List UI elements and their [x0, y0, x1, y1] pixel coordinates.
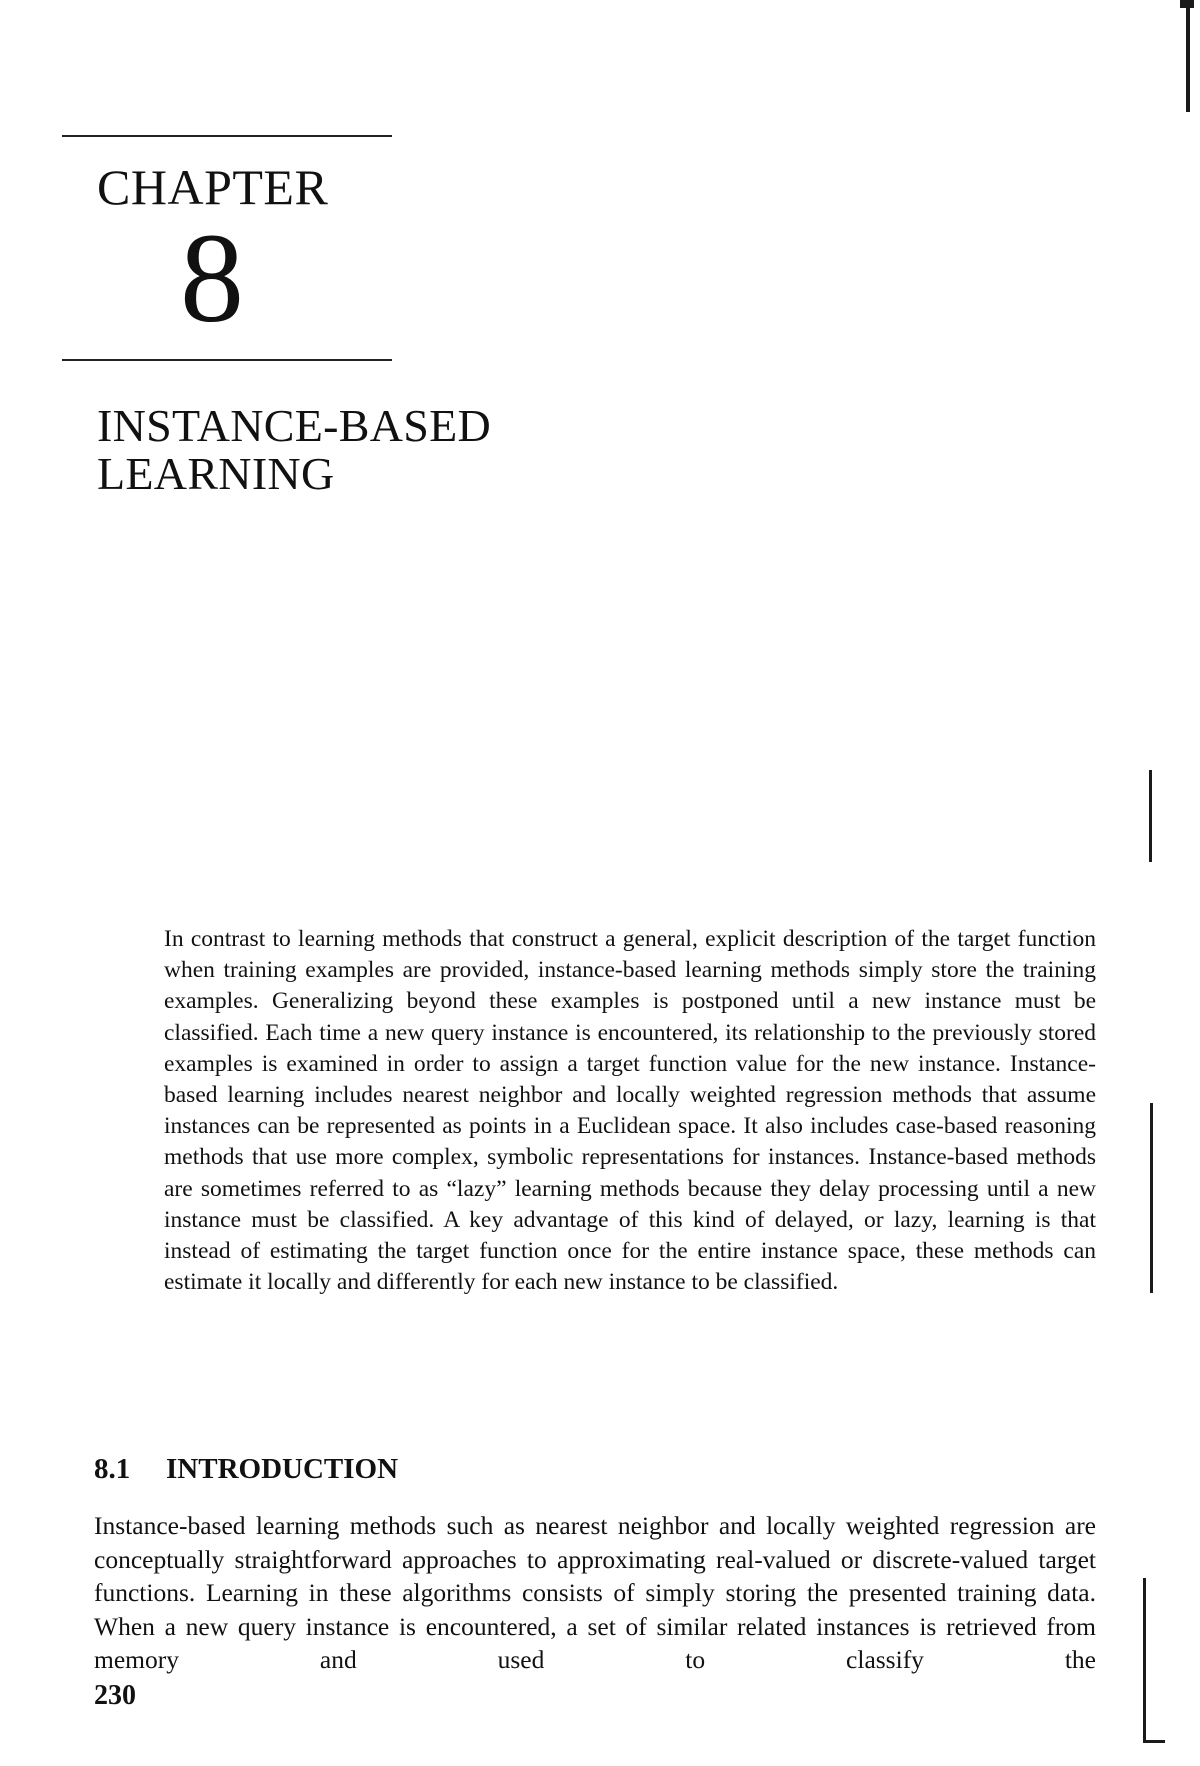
- chapter-rule-bottom: [62, 359, 392, 361]
- section-heading: [94, 1453, 398, 1486]
- scan-edge-mark: [1150, 1103, 1153, 1293]
- chapter-title-line: INSTANCE-BASED: [97, 400, 492, 451]
- chapter-number: 8: [180, 207, 244, 349]
- page-number: 230: [94, 1680, 136, 1711]
- scan-edge-mark: [1186, 0, 1190, 112]
- chapter-title-line: LEARNING: [97, 448, 335, 499]
- chapter-title: [97, 402, 491, 498]
- chapter-abstract: In contrast to learning methods that construct a general, explicit description of the target function when training examples are provided, instance-based learning methods simply store the training examples. Generalizing beyond these examples is postponed until a new instance must be classified. Each time a new query instance is encountered, its relationship to the previously stored examples is examined in order to assign a target function value for the new instance. Instance-based learning includes nearest neighbor and locally weighted regression methods that assume instances can be represented as points in a Euclidean space. It also includes case-based reasoning methods that use more complex, symbolic representations for instances. Instance-based methods are sometimes referred to as “lazy” learning methods because they delay processing until a new instance must be classified. A key advantage of this kind of delayed, or lazy, learning is that instead of estimating the target function once for the entire instance space, these methods can estimate it locally and differently for each new instance to be classified.: [164, 926, 1096, 1296]
- section-title: INTRODUCTION: [166, 1453, 399, 1485]
- chapter-label: CHAPTER: [97, 159, 329, 215]
- scan-edge-mark: [1143, 1578, 1146, 1743]
- scan-edge-mark: [1143, 1740, 1165, 1743]
- body-paragraph: Instance-based learning methods such as nearest neighbor and locally weighted regression are conceptually straightforward approaches to approximating real-valued or discrete-valued target functions. Learning in these algorithms consists of simply storing the presented training data. When a new query instance is encountered, a set of similar related instances is retrieved from memory and used to classify the: [94, 1511, 1096, 1675]
- scan-edge-mark: [1149, 770, 1152, 862]
- section-number: 8.1: [94, 1453, 131, 1485]
- scan-edge-mark: [1180, 0, 1194, 8]
- chapter-rule-top: [62, 135, 392, 137]
